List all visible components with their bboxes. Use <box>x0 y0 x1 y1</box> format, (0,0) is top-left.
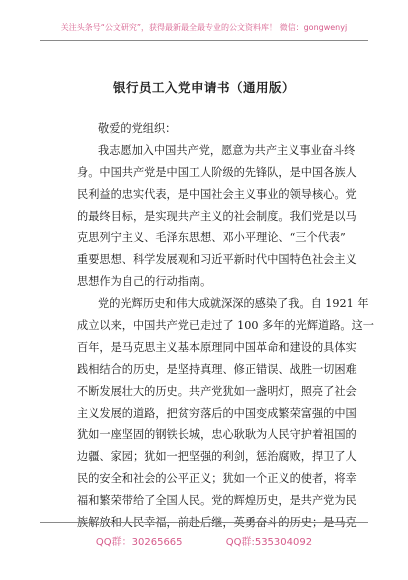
body-line: 犹如一座坚固的钢铁长城，忠心耿耿为人民守护着祖国的 <box>77 428 357 442</box>
body-line: 克思列宁主义、毛泽东思想、邓小平理论、“三个代表” <box>77 231 346 245</box>
footer-contact <box>0 533 408 548</box>
body-line: 的最终目标，是实现共产主义的社会制度。我们党是以马 <box>77 209 357 223</box>
body-line: 践相结合的历史，是坚持真理、修正错误、战胜一切困难 <box>77 362 357 376</box>
body-line: 身。中国共产党是中国工人阶级的先锋队，是中国各族人 <box>77 165 357 179</box>
body-line: 边疆、家园；犹如一把坚强的利剑，惩治腐败，捍卫了人 <box>77 450 357 464</box>
body-line: 成立以来，中国共产党已走过了 100 多年的光辉道路。这一 <box>77 319 374 333</box>
body-line: 百年，是马克思主义基本原理同中国革命和建设的具体实 <box>77 340 357 354</box>
body-line: 重要思想、科学发展观和习近平新时代中国特色社会主义 <box>77 253 357 267</box>
salutation: 敬爱的党组织： <box>98 122 177 135</box>
header-promo-note: 关注头条号“公文研究”，获得最新最全最专业的公文资料库！ 微信：gongwenyj <box>60 23 348 32</box>
footer-divider <box>40 522 368 523</box>
header-divider <box>40 40 368 41</box>
document-title: 银行员工入党申请书（通用版） <box>112 80 295 95</box>
body-line: 不断发展壮大的历史。共产党犹如一盏明灯，照亮了社会 <box>77 384 357 398</box>
body-line: 主义发展的道路，把贫穷落后的中国变成繁荣富强的中国 <box>77 406 357 420</box>
body-line: 党的光辉历史和伟大成就深深的感染了我。自 1921 年 <box>98 297 369 311</box>
body-line: 思想作为自己的行动指南。 <box>77 275 212 289</box>
body-line: 福和繁荣带给了全国人民。党的辉煌历史，是共产党为民 <box>77 494 357 508</box>
body-line: 族解放和人民幸福，前赴后继，英勇奋斗的历史；是马克 <box>77 516 357 530</box>
footer-qq-group-1: QQ群：30265665 <box>95 537 183 548</box>
body-line: 民利益的忠实代表，是中国社会主义事业的领导核心。党 <box>77 187 357 201</box>
body-line: 我志愿加入中国共产党，愿意为共产主义事业奋斗终 <box>98 143 356 157</box>
document-body <box>77 118 374 534</box>
footer-qq-group-2: QQ群:535304092 <box>225 537 313 548</box>
body-line: 民的安全和社会的公平正义；犹如一个正义的使者，将幸 <box>77 472 357 486</box>
